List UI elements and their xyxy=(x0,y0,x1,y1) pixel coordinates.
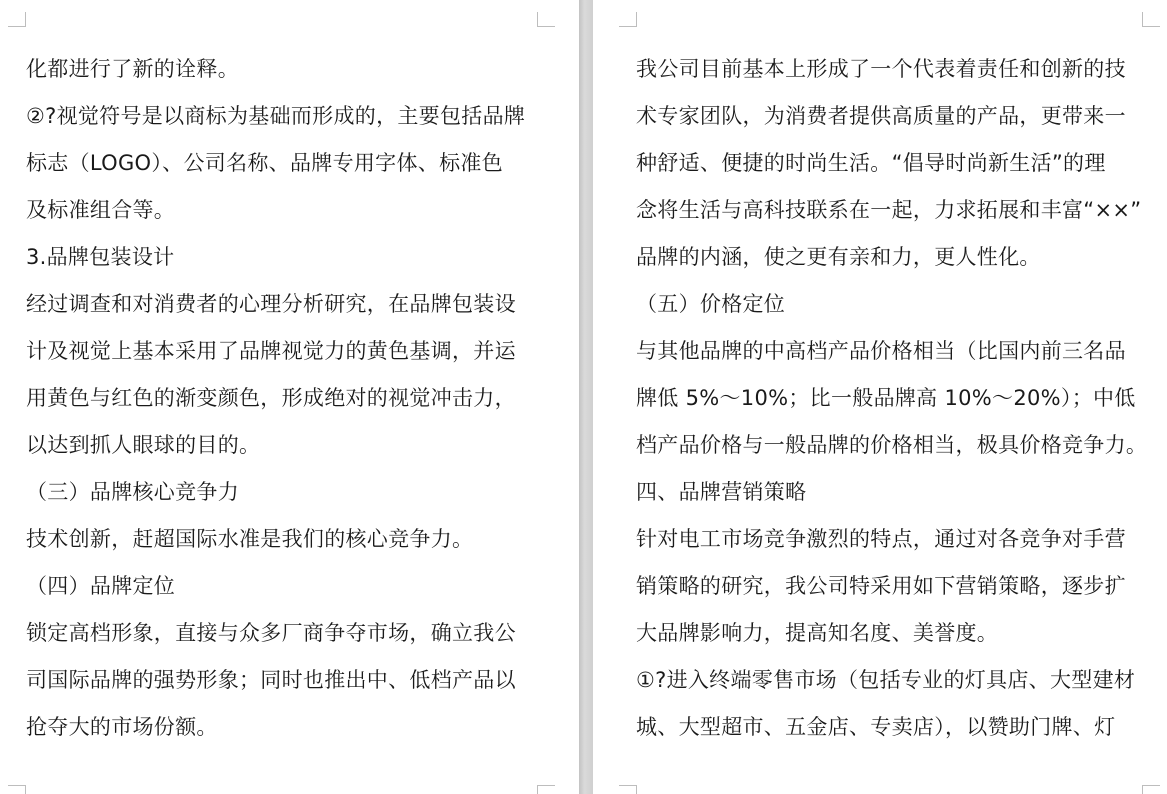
section-heading: （四）品牌定位 xyxy=(26,574,176,598)
text-line: 档产品价格与一般品牌的价格相当，极具价格竞争力。 xyxy=(636,433,1148,457)
page-corner-mark xyxy=(8,785,26,794)
text-line: 及标准组合等。 xyxy=(26,198,176,222)
text-line: 大品牌影响力，提高知名度、美誉度。 xyxy=(636,621,999,645)
text-line: 计及视觉上基本采用了品牌视觉力的黄色基调，并运 xyxy=(26,339,516,363)
text-line: 化都进行了新的诠释。 xyxy=(26,57,239,81)
page-corner-mark xyxy=(537,785,555,794)
text-line: 针对电工市场竞争激烈的特点，通过对各竞争对手营 xyxy=(636,527,1126,551)
text-line: 种舒适、便捷的时尚生活。“倡导时尚新生活”的理 xyxy=(636,151,1106,175)
text-line: 牌低 5%～10%；比一般品牌高 10%～20%）；中低 xyxy=(636,386,1136,410)
page-corner-mark xyxy=(1142,785,1160,794)
section-heading: （五）价格定位 xyxy=(636,292,786,316)
text-line: 经过调查和对消费者的心理分析研究，在品牌包装设 xyxy=(26,292,516,316)
document-page-right xyxy=(593,0,1167,794)
section-heading: （三）品牌核心竞争力 xyxy=(26,480,239,504)
page-corner-mark xyxy=(619,12,637,27)
text-line: ①?进入终端零售市场（包括专业的灯具店、大型建材 xyxy=(636,668,1136,692)
page-corner-mark xyxy=(8,12,26,27)
section-heading: 四、品牌营销策略 xyxy=(636,480,807,504)
text-line: 标志（LOGO）、公司名称、品牌专用字体、标准色 xyxy=(26,151,503,175)
text-line: 品牌的内涵，使之更有亲和力，更人性化。 xyxy=(636,245,1041,269)
text-line: 抢夺大的市场份额。 xyxy=(26,715,218,739)
text-line: 销策略的研究，我公司特采用如下营销策略，逐步扩 xyxy=(636,574,1126,598)
text-line: 我公司目前基本上形成了一个代表着责任和创新的技 xyxy=(636,57,1126,81)
text-line: 城、大型超市、五金店、专卖店），以赞助门牌、灯 xyxy=(636,715,1116,739)
page-gap-divider xyxy=(579,0,593,794)
text-line: 术专家团队，为消费者提供高质量的产品，更带来一 xyxy=(636,104,1126,128)
page-corner-mark xyxy=(619,785,637,794)
text-line: 用黄色与红色的渐变颜色，形成绝对的视觉冲击力， xyxy=(26,386,516,410)
page-corner-mark xyxy=(537,12,555,27)
text-line: 与其他品牌的中高档产品价格相当（比国内前三名品 xyxy=(636,339,1126,363)
text-line: ②?视觉符号是以商标为基础而形成的，主要包括品牌 xyxy=(26,104,526,128)
text-line: 以达到抓人眼球的目的。 xyxy=(26,433,261,457)
page-corner-mark xyxy=(1142,12,1160,27)
page-body-text[interactable] xyxy=(26,46,525,751)
text-line: 技术创新，赶超国际水准是我们的核心竞争力。 xyxy=(26,527,474,551)
document-page-left xyxy=(0,0,579,794)
page-body-text[interactable] xyxy=(636,46,1147,751)
section-heading: 3.品牌包装设计 xyxy=(26,245,175,269)
text-line: 司国际品牌的强势形象；同时也推出中、低档产品以 xyxy=(26,668,516,692)
text-line: 念将生活与高科技联系在一起，力求拓展和丰富“××” xyxy=(636,198,1142,222)
text-line: 锁定高档形象，直接与众多厂商争夺市场，确立我公 xyxy=(26,621,516,645)
